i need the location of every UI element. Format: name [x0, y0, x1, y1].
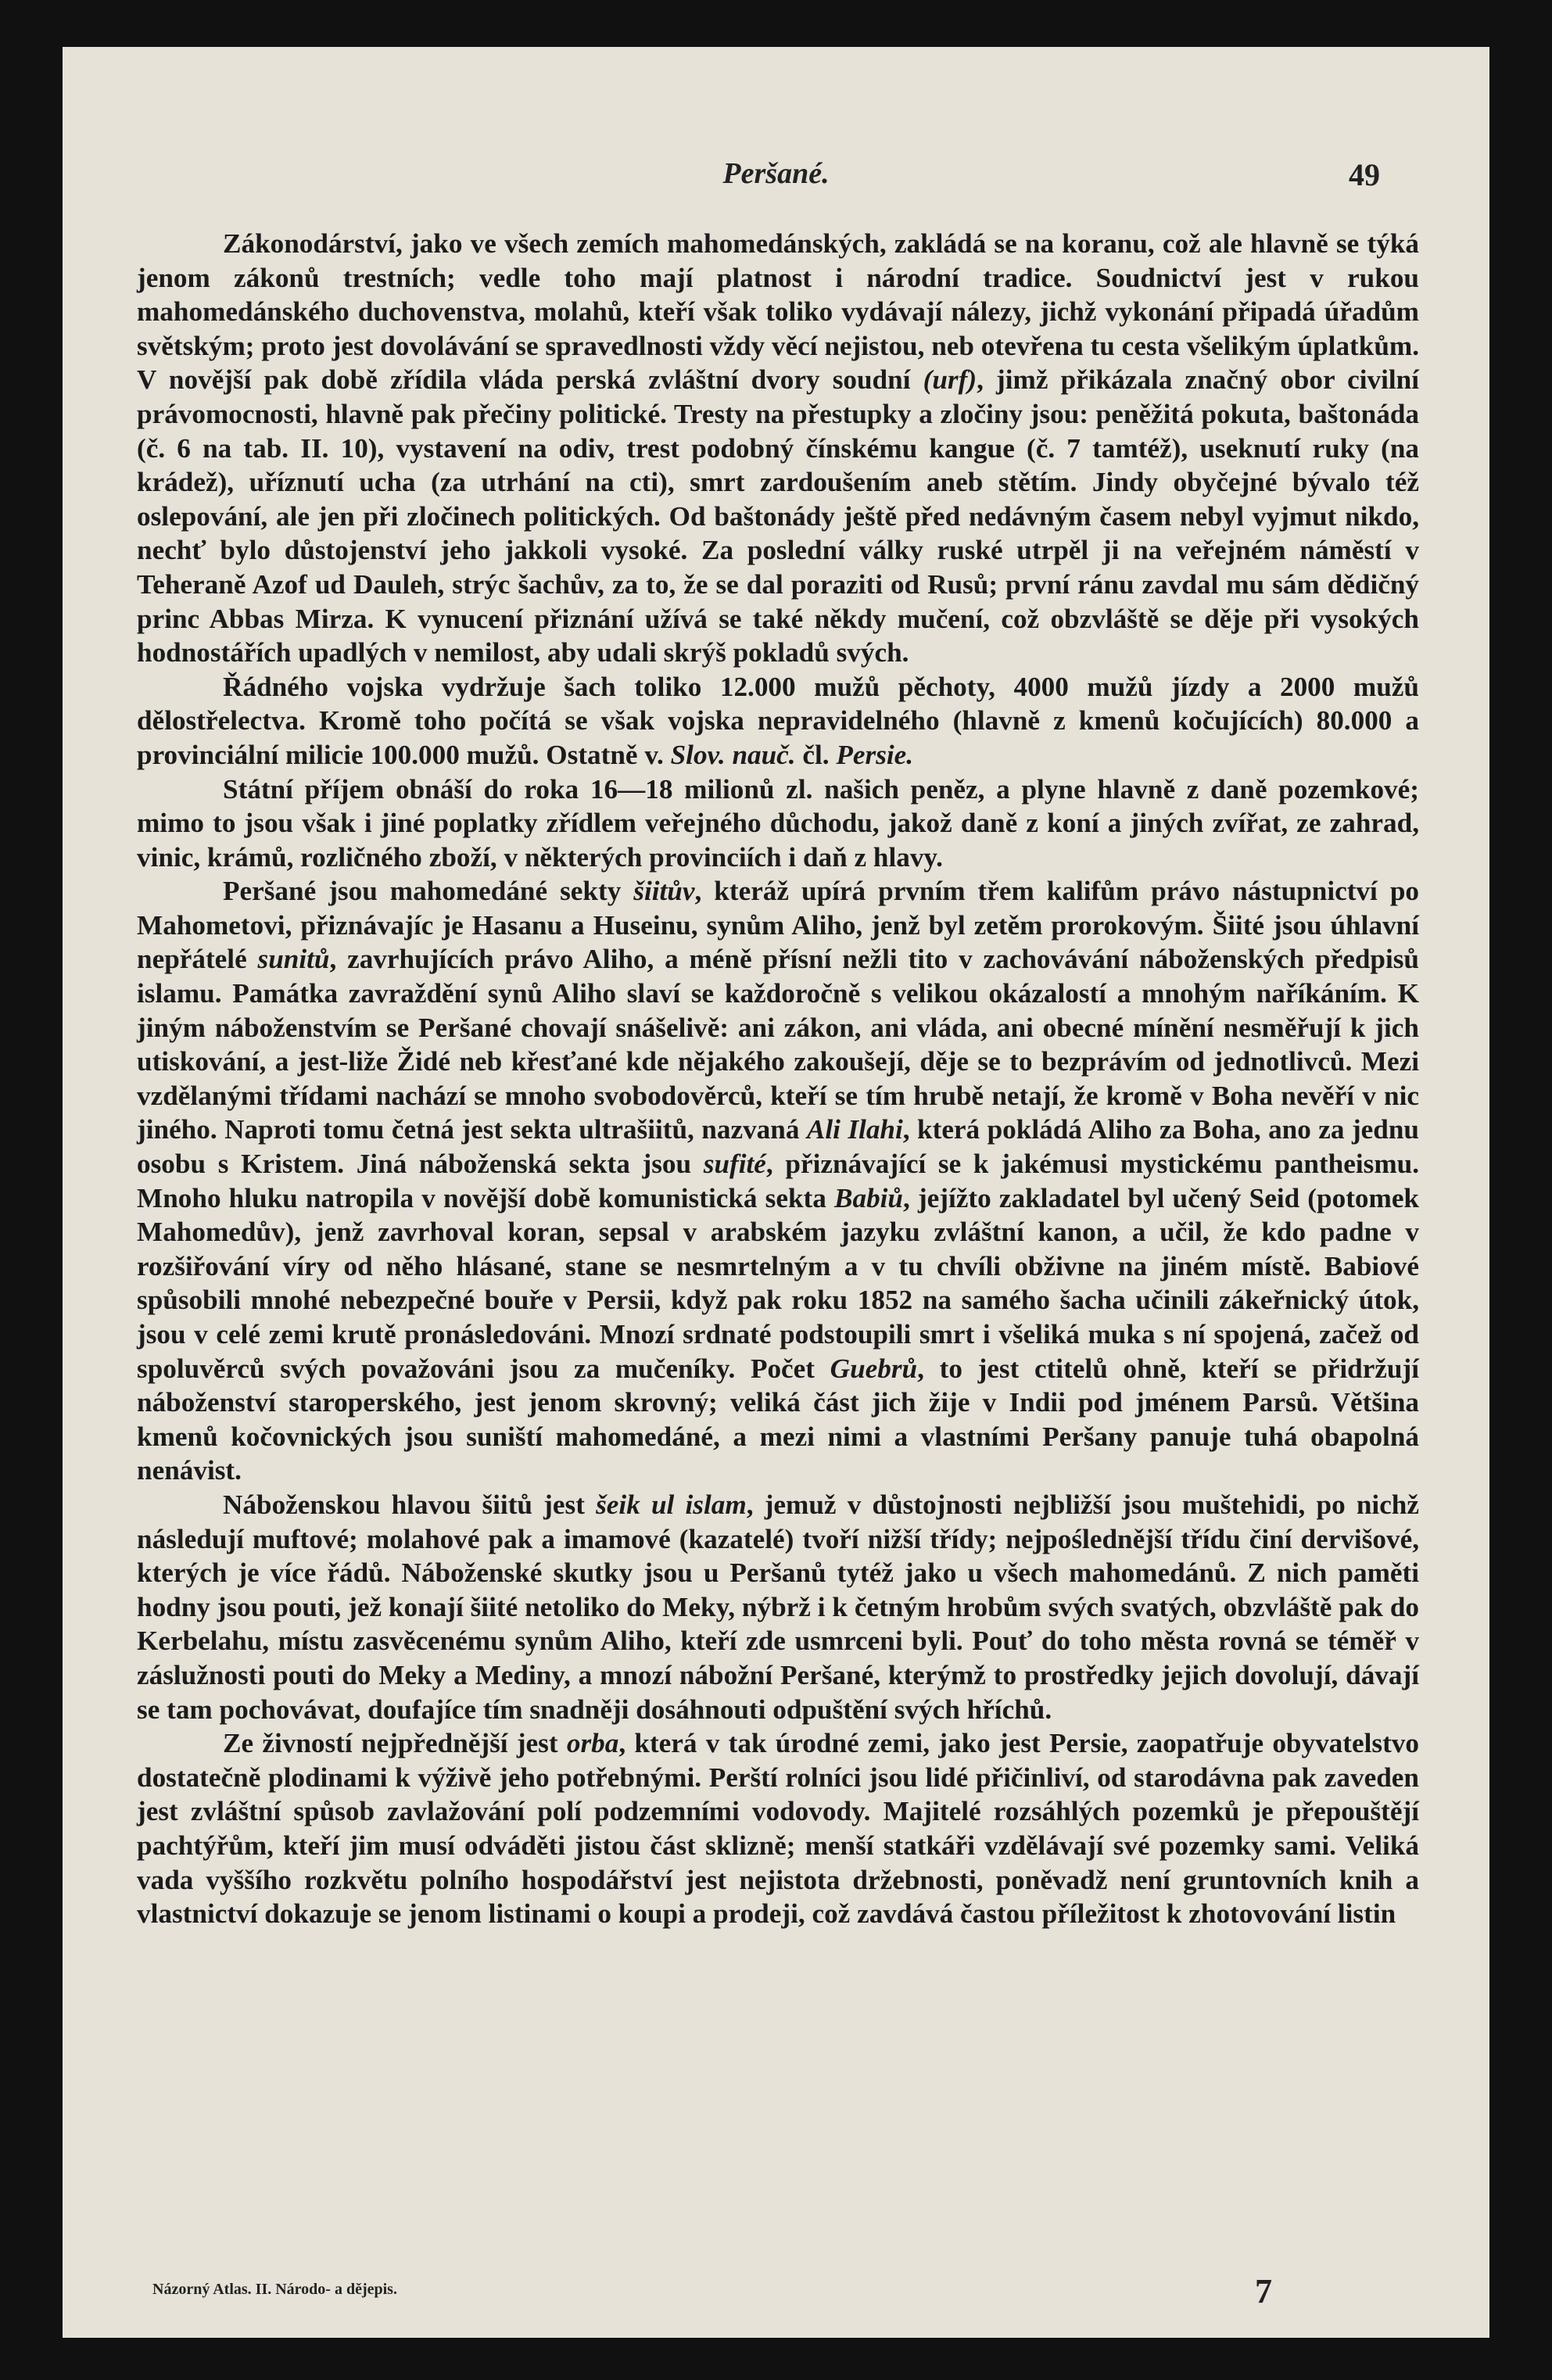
signature-mark: 7 — [1255, 2272, 1272, 2310]
text-run: čl. — [795, 739, 837, 770]
italic-term: šeik ul islam — [596, 1489, 747, 1520]
italic-term: sufité — [703, 1149, 766, 1180]
page-header — [63, 156, 1489, 203]
italic-term: sunitů — [257, 944, 330, 975]
text-run: , jejížto zakladatel byl učený Seid (potomek Mahomedův), jenž zavrhoval koran, sepsal v arabském jazyku zvláštní kanon, a učil, že kdo padne v rozšiřování víry od něho hlásané, stane se nesmrtelným a v tu chvíli obživne na jiném místě. Babiové spůsobili mnohé nebezpečné bouře v Persii, když pak roku 1852 na samého šacha učinili zákeřnický útok, jsou v celé zemi krutě pronásledováni. Mnozí srdnaté podstoupili smrt i všeliká muka s ní spojená, začež od spoluvěrců svých považováni jsou za mučeníky. Počet — [137, 1182, 1420, 1384]
paragraph — [137, 1726, 1419, 1931]
body-text — [137, 227, 1419, 1931]
italic-term: šiitův — [633, 876, 695, 907]
italic-term: Babiů — [834, 1182, 904, 1213]
text-run: Státní příjem obnáší do roka 16—18 milionů zl. našich peněz, a plyne hlavně z daně pozemkové; mimo to jsou však i jiné poplatky zřídlem veřejného důchodu, jakož daně z koní a jiných zvířat, ze zahrad, vinic, krámů, rozličného zboží, v některých provinciích i daň z hlavy. — [137, 773, 1419, 873]
italic-term: Ali Ilahi — [806, 1114, 903, 1145]
italic-term: Slov. nauč. — [670, 739, 796, 770]
text-run: Zákonodárství, jako ve všech zemích mahomedánských, zakládá se na koranu, což ale hlavně se týká jenom zákonů trestních; vedle toho mají platnost i národní tradice. Soudnictví jest v rukou mahomedánského duchovenstva, molahů, kteří však toliko vydávají nálezy, jichž vykonání připadá úřadům světským; proto jest dovolávání se spravedlnosti vždy věcí nejistou, neb otevřena tu cesta všelikým úplatkům. V novější pak době zřídila vláda perská zvláštní dvory soudní — [137, 228, 1419, 396]
text-run: , jemuž v důstojnosti nejbližší jsou muštehidi, po nichž následují muftové; molahové pak a imamové (kazatelé) tvoří nižší třídy; nejpoślednější třídu činí dervišové, kterých je více řádů. Náboženské skutky jsou u Peršanů tytéž jako u všech mahomedánů. Z nich paměti hodny jsou pouti, jež konají šiité netoliko do Meky, nýbrž i k četným hrobům svých svatých, obzvláště pak do Kerbelahu, místu zasvěcenému synům Aliho, kteří zde usmrceni byli. Pouť do toho města rovná se téměř v záslužnosti pouti do Meky a Mediny, a mnozí nábožní Peršané, kterýmž to prostředky jejich dovolují, dávají se tam pochovávat, doufajíce tím snadněji dosáhnouti odpuštění svých hříchů. — [137, 1489, 1419, 1725]
text-run: , která v tak úrodné zemi, jako jest Persie, zaopatřuje obyvatelstvo dostatečně plodinami k výživě jeho potřebnými. Perští rolníci jsou lidé přičinliví, od starodávna pak zaveden jest zvláštní spůsob zavlažování polí podzemními vodovody. Majitelé rozsáhlých pozemků je přepouštějí pachtýřům, kteří jim musí odváděti jistou část sklizně; menší statkáři vzdělávají své pozemky sami. Veliká vada vyššího rozkvětu polního hospodářství jest nejistota držebnosti, poněvadž není gruntovních knih a vlastnictví dokazuje se jenom listinami o koupi a prodeji, což zavdává častou příležitost k zhotovování listin — [137, 1728, 1419, 1930]
text-run: Řádného vojska vydržuje šach toliko 12.000 mužů pěchoty, 4000 mužů jízdy a 2000 mužů dělostřelectva. Kromě toho počítá se však vojska nepravidelného (hlavně z kmenů kočujících) 80.000 a provinciální milicie 100.000 mužů. Ostatně v. — [137, 671, 1419, 770]
paragraph — [137, 1488, 1419, 1726]
text-run: Peršané jsou mahomedáné sekty — [223, 876, 634, 907]
italic-term: Persie. — [836, 739, 914, 770]
text-run: , přiznávající se k jakémusi mystickému pantheismu. Mnoho hluku natropila v novější době komunistická sekta — [137, 1149, 1419, 1213]
paragraph — [137, 670, 1419, 772]
paragraph — [137, 874, 1419, 1488]
footer-note: Názorný Atlas. II. Národo- a dějepis. — [152, 2281, 397, 2298]
italic-term: (urf) — [923, 364, 977, 396]
italic-term: orba — [566, 1728, 619, 1759]
text-run: , kteráž upírá prvním třem kalifům právo nástupnictví po Mahometovi, přiznávajíc je Hasanu a Huseinu, synům Aliho, jenž byl zetěm prorokovým. Šiité jsou úhlavní nepřátelé — [137, 876, 1419, 975]
text-run: , jimž přikázala značný obor civilní právomocnosti, hlavně pak přečiny politické. Tresty na přestupky a zločiny jsou: peněžitá pokuta, baštonáda (č. 6 na tab. II. 10), vystavení na odiv, trest podobný čínskému kangue (č. 7 tamtéž), useknutí ruky (na krádež), uříznutí ucha (za utrhání na cti), smrt zardoušením aneb stětím. Jindy obyčejné bývalo též oslepování, ale jen při zločinech politických. Od baštonády ještě před nedávným časem nebyl vyjmut nikdo, nechť bylo důstojenství jeho jakkoli vysoké. Za poslední války ruské utrpěl ji na veřejném náměstí v Teheraně Azof ud Dauleh, strýc šachův, za to, že se dal poraziti od Rusů; první ránu zavdal mu sám dědičný princ Abbas Mirza. K vynucení přiznání užívá se také někdy mučení, což obzvláště se děje při vysokých hodnostářích upadlých v nemilost, aby udali skrýš pokladů svých. — [137, 364, 1419, 668]
text-run: Ze živností nejpřednější jest — [223, 1728, 567, 1759]
text-run: , která pokládá Aliho za Boha, ano za jednu osobu s Kristem. Jiná náboženská sekta jsou — [137, 1114, 1419, 1180]
book-page — [63, 47, 1489, 2338]
running-title: Peršané. — [722, 157, 830, 190]
paragraph — [137, 227, 1419, 670]
page-number: 49 — [1349, 157, 1380, 192]
text-run: Náboženskou hlavou šiitů jest — [223, 1489, 597, 1520]
paragraph — [137, 772, 1419, 875]
text-run: , to jest ctitelů ohně, kteří se přidržují náboženství staroperského, jest jenom skrovný; veliká část jich žije v Indii pod jménem Parsů. Většina kmenů kočovnických jsou suniští mahomedáné, a mezi nimi a vlastními Peršany panuje tuhá obapolná nenávist. — [137, 1353, 1419, 1486]
text-run: , zavrhujících právo Aliho, a méně přísní nežli tito v zachovávání náboženských předpisů islamu. Památka zavraždění synů Aliho slaví se každoročně s velikou okázalostí a mnohým naříkáním. K jiným náboženstvím se Peršané chovají snášelivě: ani zákon, ani vláda, ani obecné mínění nesměřují k jich utiskování, a jest-liže Židé neb křesťané kde nějakého zakoušejí, děje se to bezprávím od jednotlivců. Mezi vzdělanými třídami nachází se mnoho svobodověrců, kteří se tím hrubě netají, že kromě v Boha nevěří v nic jiného. Naproti tomu četná jest sekta ultrašiitů, nazvaná — [137, 944, 1419, 1145]
page-footer — [137, 2271, 1403, 2310]
italic-term: Guebrů — [830, 1353, 918, 1384]
